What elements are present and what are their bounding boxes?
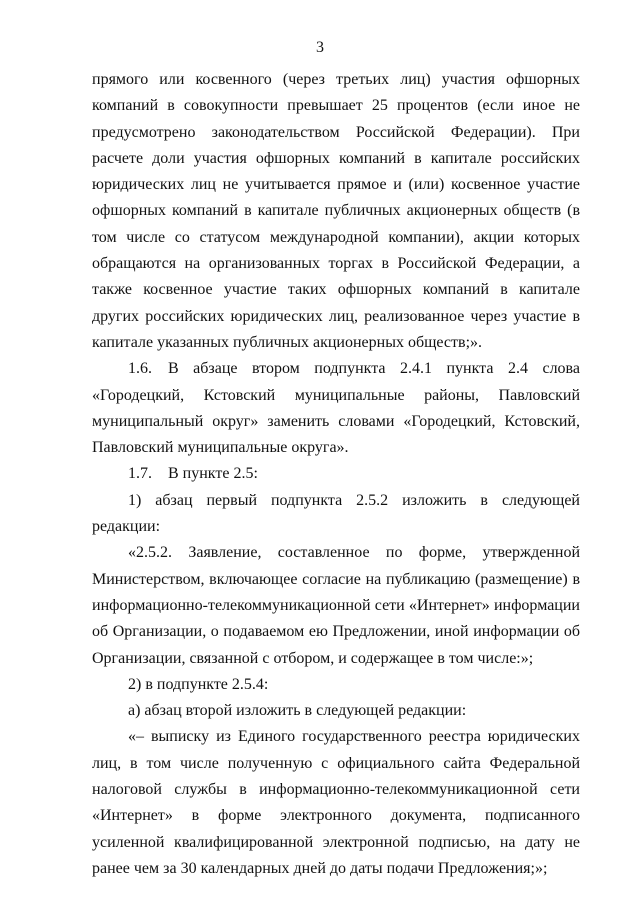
paragraph-item-2: 2) в подпункте 2.5.4:: [128, 675, 269, 693]
paragraph-1-7: 1.7. В пункте 2.5:: [128, 465, 258, 483]
paragraph-1-6: 1.6. В абзаце втором подпункта 2.4.1 пункта 2.4 слова «Городецкий, Кстовский муниципальные районы, Павловский муниципальный округ» заменить словами «Городецкий, Кстовский, Павловский муниципальные округа».: [92, 360, 580, 457]
paragraph-offshore-continuation: прямого или косвенного (через третьих лиц) участия офшорных компаний в совокупности превышает 25 процентов (если иное не предусмотрено законодательством Российской Федерации). При расчете доли участия офшорных компаний в капитале российских юридических лиц не учитывается прямое и (или) косвенное участие офшорных компаний в капитале публичных акционерных обществ (в том числе со статусом международной компании), акции которых обращаются на организованных торгах в Российской Федерации, а также косвенное участие таких офшорных компаний в капитале других российских юридических лиц, реализованное через участие в капитале указанных публичных акционерных обществ;».: [92, 71, 580, 351]
paragraph-item-a: а) абзац второй изложить в следующей редакции:: [128, 702, 467, 720]
paragraph-quote-egrul: «– выписку из Единого государственного реестра юридических лиц, в том числе полученную с официального сайта Федеральной налоговой службы в информационно-телекоммуникационной сети «Интернет» в форме электронного документа, подписанного усиленной квалифицированной электронной подписью, на дату не ранее чем за 30 календарных дней до даты подачи Предложения;»;: [92, 728, 580, 877]
page-number: 3: [316, 39, 324, 56]
paragraph-quote-2-5-2: «2.5.2. Заявление, составленное по форме, утвержденной Министерством, включающее согласие на публикацию (размещение) в информационно-телекоммуникационной сети «Интернет» информации об Организации, о подаваемом ею Предложении, иной информации об Организации, связанной с отбором, и содержащее в том числе:»;: [92, 544, 580, 667]
paragraph-item-1: 1) абзац первый подпункта 2.5.2 изложить в следующей редакции:: [92, 491, 580, 536]
document-body: [92, 67, 580, 882]
